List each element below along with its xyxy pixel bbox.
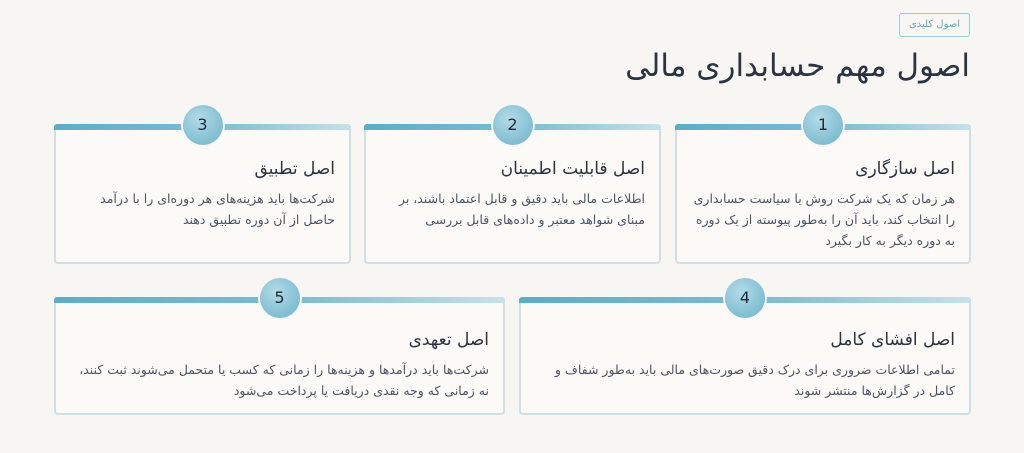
- card-title: اصل افشای کامل: [830, 330, 955, 350]
- section-badge: اصول کلیدی: [899, 13, 970, 37]
- page-title: اصول مهم حسابداری مالی: [625, 48, 970, 84]
- principle-card-accrual: [54, 288, 505, 415]
- card-title: اصل قابلیت اطمینان: [500, 159, 645, 179]
- card-number-badge: 5: [260, 278, 300, 318]
- card-number-badge: 2: [493, 105, 533, 145]
- card-description: هر زمان که یک شرکت روش یا سیاست حسابداری را انتخاب کند، باید آن را به‌طور پیوسته از یک دوره به دوره دیگر به کار بگیرد: [693, 191, 955, 248]
- card-title: اصل تطبیق: [254, 159, 335, 179]
- card-description: شرکت‌ها باید هزینه‌های هر دوره‌ای را با درآمد حاصل از آن دوره تطبیق دهند: [100, 191, 335, 227]
- card-description: شرکت‌ها باید درآمدها و هزینه‌ها را زمانی که کسب یا متحمل می‌شوند ثبت کنند، نه زمانی که وجه نقدی دریافت یا پرداخت می‌شود: [79, 362, 489, 398]
- card-number-badge: 1: [803, 105, 843, 145]
- card-description: اطلاعات مالی باید دقیق و قابل اعتماد باشند، بر مبنای شواهد معتبر و داده‌های قابل بررسی: [398, 191, 645, 227]
- principle-card-consistency: [675, 115, 971, 264]
- principle-card-matching: [54, 115, 351, 264]
- card-number-badge: 4: [725, 278, 765, 318]
- principle-card-reliability: [364, 115, 661, 264]
- card-description: تمامی اطلاعات ضروری برای درک دقیق صورت‌های مالی باید به‌طور شفاف و کامل در گزارش‌ها منتشر شوند: [554, 362, 955, 398]
- card-title: اصل سازگاری: [855, 159, 955, 179]
- principle-card-full-disclosure: [519, 288, 971, 415]
- card-title: اصل تعهدی: [408, 330, 489, 350]
- card-number-badge: 3: [183, 105, 223, 145]
